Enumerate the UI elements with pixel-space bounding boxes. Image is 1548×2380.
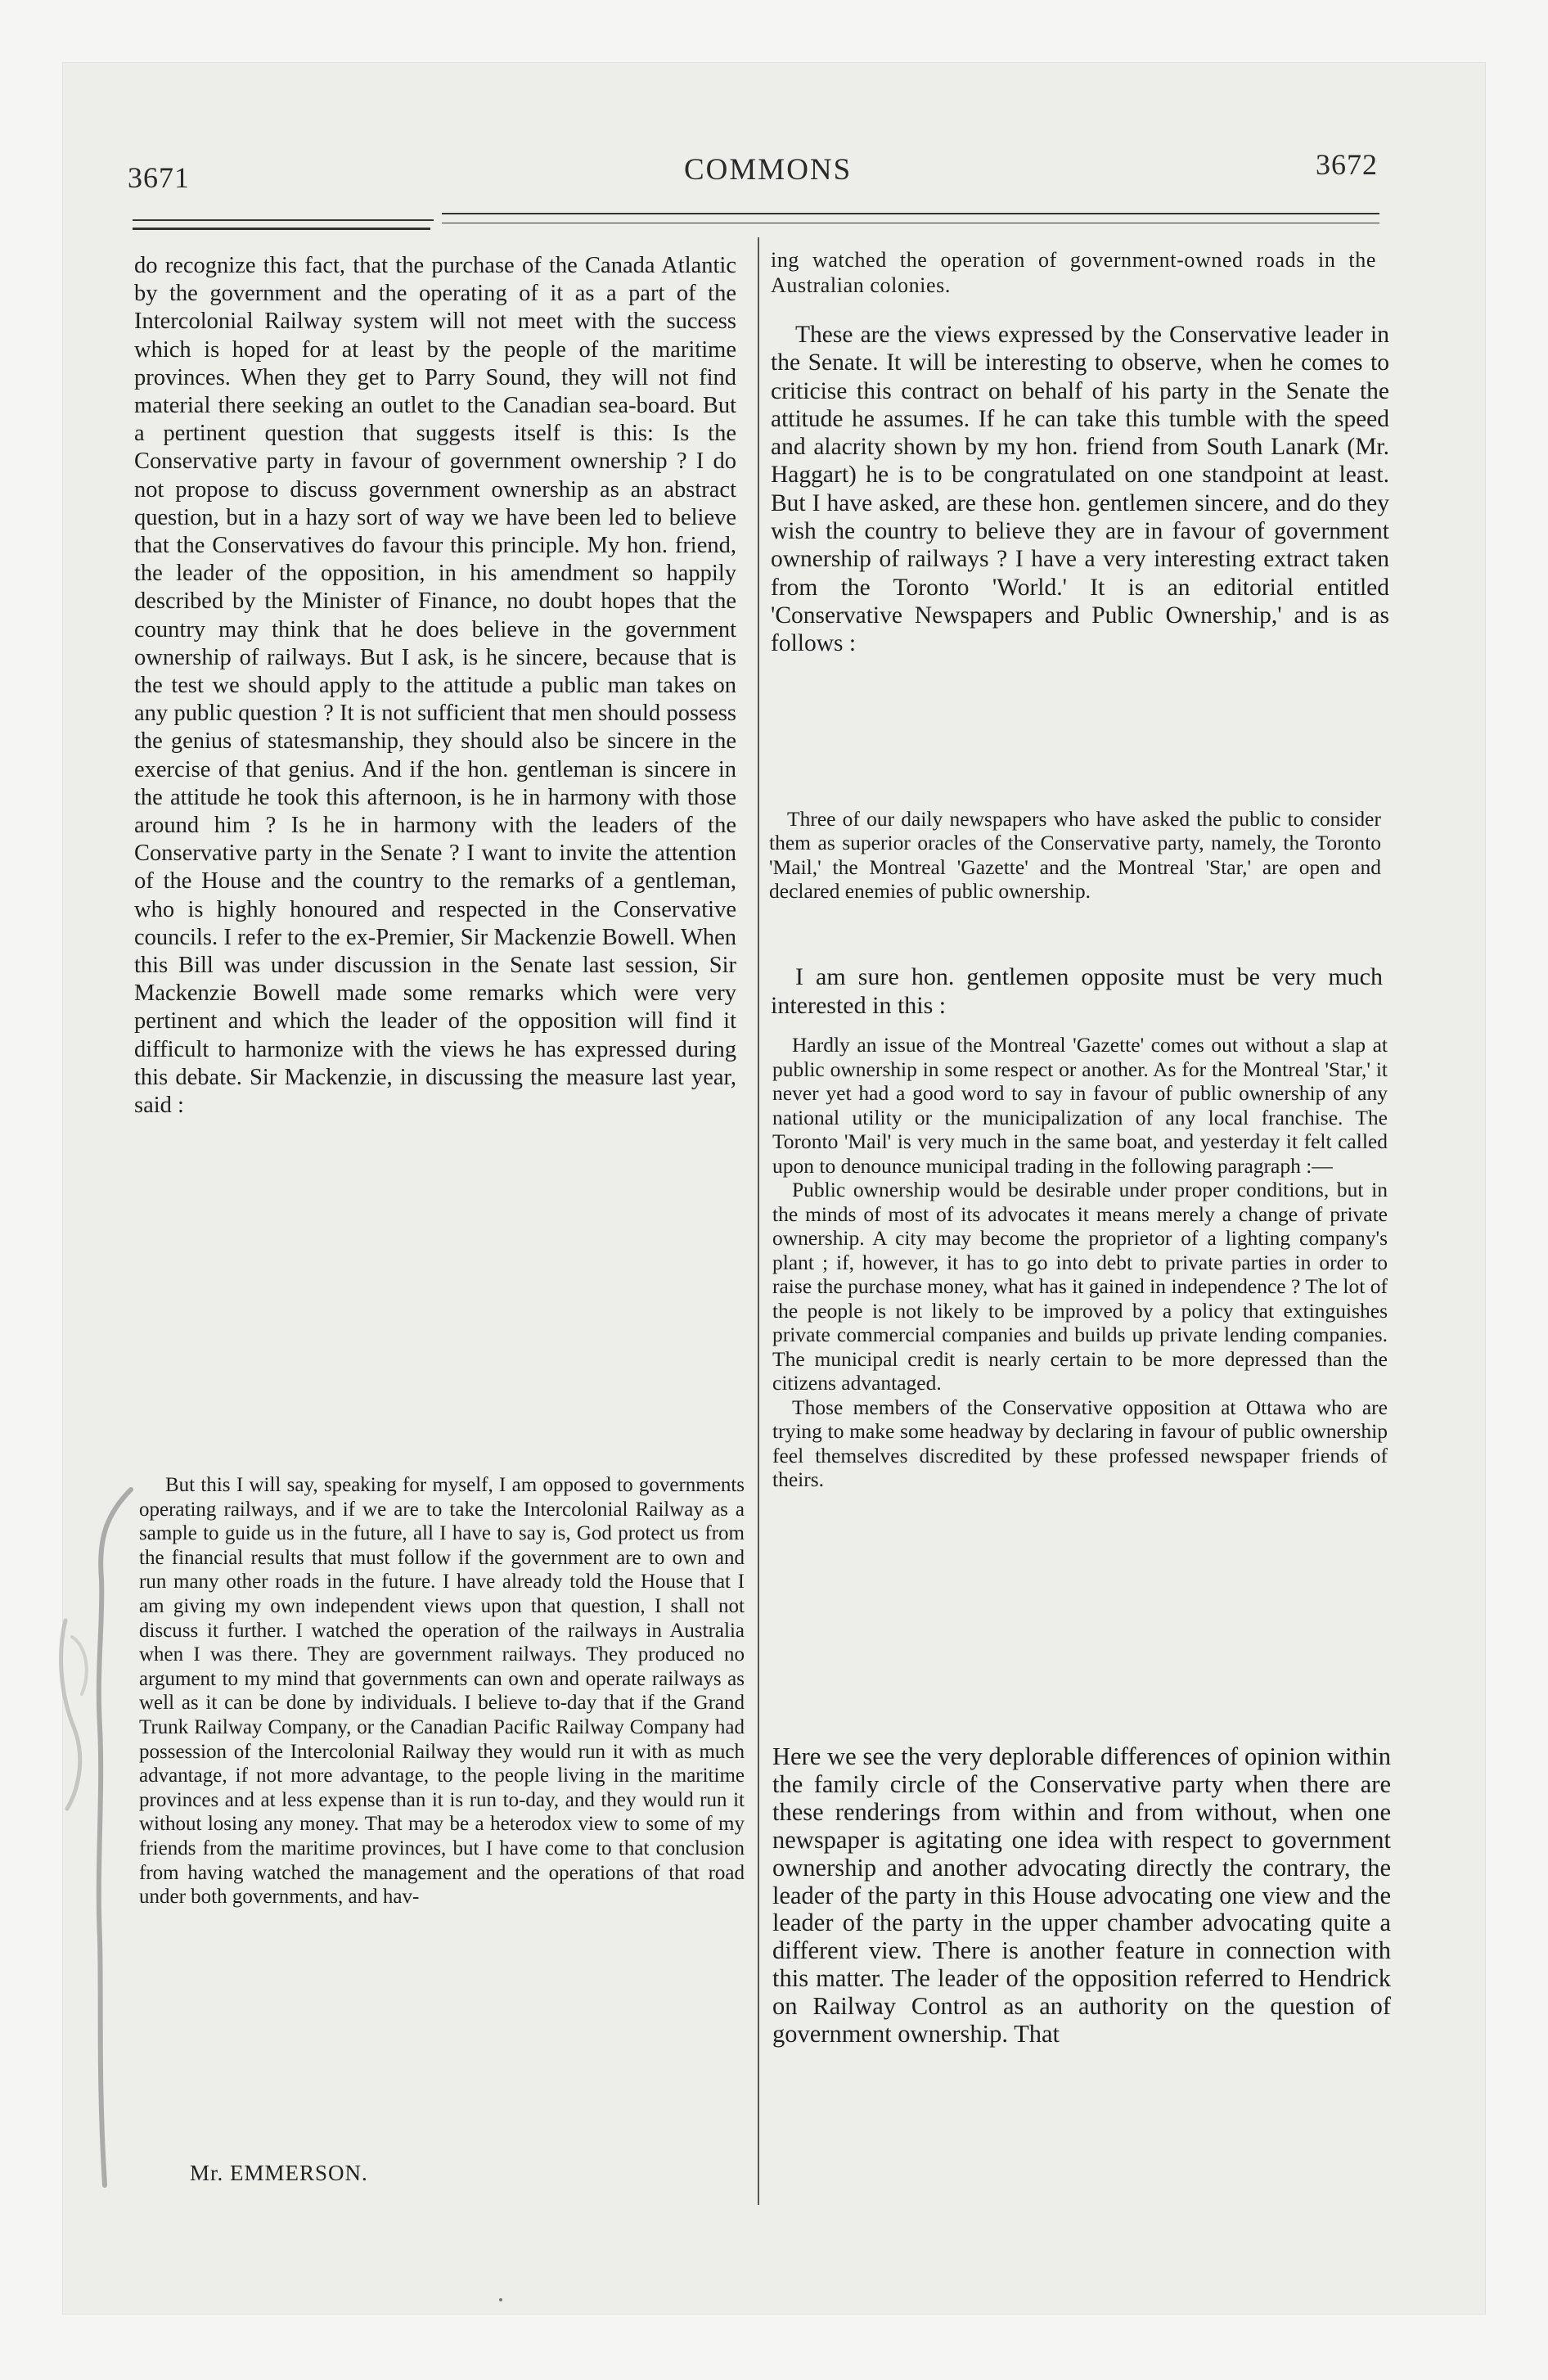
mail-editorial-quote-block [772, 1033, 1388, 1492]
right-quote-continuation-block [771, 247, 1376, 298]
mail-quote-part-a: Hardly an issue of the Montreal 'Gazette' comes out without a slap at public ownership in some respect or another. As for the Montreal 'Star,' it never yet had a good word to say in favour of public ownership of any national utility or the municipalization of any local franchise. The Toronto 'Mail' is very much in the same boat, and yesterday it felt called upon to denounce municipal trading in the following paragraph :— [772, 1033, 1388, 1178]
right-paragraph-1: These are the views expressed by the Conservative leader in the Senate. It will be interesting to observe, when he comes to criticise this contract on behalf of his party in the Senate the attitude he assumes. If he can take this tumble with the speed and alacrity shown by my hon. friend from South Lanark (Mr. Haggart) he is to be congratulated on one standpoint at least. But I have asked, are these hon. gentlemen sincere, and do they wish the country to believe they are in favour of government ownership of railways ? I have a very interesting extract taken from the Toronto 'World.' It is an editorial entitled 'Conservative Newspapers and Public Ownership,' and is as follows : [771, 322, 1389, 657]
running-head: COMMONS [684, 153, 853, 187]
scan-speck [499, 2298, 502, 2301]
page-number-right: 3672 [1316, 148, 1378, 181]
column-divider [758, 237, 759, 2205]
right-paragraph-1-block [771, 321, 1389, 658]
mail-quote-part-b: Public ownership would be desirable under proper conditions, but in the minds of most of its advocates it means merely a change of private ownership. A city may become the proprietor of a lighting company's plant ; if, however, it has to go into debt to private parties in order to raise the purchase money, what has it gained in independence ? The lot of the people is not likely to be improved by a policy that extinguishes private commercial companies and builds up private lending companies. The municipal credit is nearly certain to be more depressed than the citizens advantaged. [772, 1178, 1388, 1395]
mail-quote-part-c: Those members of the Conservative opposition at Ottawa who are trying to make some headway by declaring in favour of public ownership feel themselves discredited by these professed newspaper friends of theirs. [772, 1395, 1388, 1491]
left-column-body [134, 252, 736, 1120]
speaker-signature: Mr. EMMERSON. [190, 2161, 368, 2185]
right-paragraph-2: I am sure hon. gentlemen opposite must be very much interested in this : [771, 963, 1383, 1019]
header-rule-left-thick [133, 228, 430, 230]
bowell-quote: But this I will say, speaking for myself, I am opposed to governments operating railways, and if we are to take the Intercolonial Railway as a sample to guide us in the future, all I have to say is, God protect us from the financial results that must follow if the government are to own and run many other roads in the future. I have already told the House that I am giving my own independent views upon that question, I shall not discuss it further. I watched the operation of the railways in Australia when I was there. They are government railways. They produced no argument to my mind that governments can own and operate railways as well as it can be done by individuals. I believe to-day that if the Grand Trunk Railway Company, or the Canadian Pacific Railway Company had possession of the Intercolonial Railway they would run it with as much advantage, if not more advantage, to the people living in the maritime provinces and at less expense than it is run to-day, and they would run it without losing any money. That may be a heterodox view to some of my friends from the maritime provinces, but I have come to that conclusion from having watched the management and the operations of that road under both governments, and hav- [139, 1474, 745, 1909]
header-rule-right [442, 213, 1379, 214]
page-number-left: 3671 [128, 161, 190, 194]
left-body-paragraph: do recognize this fact, that the purchase of the Canada Atlantic by the government and the operating of it as a part of the Intercolonial Railway system will not meet with the success which is hoped for at least by the people of the maritime provinces. When they get to Parry Sound, they will not find material there seeking an outlet to the Canadian sea-board. But a pertinent question that suggests itself is this: Is the Conservative party in favour of government ownership ? I do not propose to discuss government ownership as an abstract question, but in a hazy sort of way we have been led to believe that the Conservatives do favour this principle. My hon. friend, the leader of the opposition, in his amendment so happily described by the Minister of Finance, no doubt hopes that the country may think that he does believe in the government ownership of railways. But I ask, is he sincere, because that is the test we should apply to the attitude a public man takes on any public question ? It is not sufficient that men should possess the genius of statesmanship, they should also be sincere in the exercise of that genius. And if the hon. gentleman is sincere in the attitude he took this afternoon, is he in harmony with those around him ? Is he in harmony with the leaders of the Conservative party in the Senate ? I want to invite the attention of the House and the country to the remarks of a gentleman, who is highly honoured and respected in the Conservative councils. I refer to the ex-Premier, Sir Mackenzie Bowell. When this Bill was under discussion in the Senate last session, Sir Mackenzie Bowell made some remarks which were very pertinent and which the leader of the opposition will find it difficult to harmonize with the views he has expressed during this debate. Sir Mackenzie, in discussing the measure last year, said : [134, 253, 736, 1119]
world-editorial-quote: Three of our daily newspapers who have asked the public to consider them as superior oracles of the Conservative party, namely, the Toronto 'Mail,' the Montreal 'Gazette' and the Montreal 'Star,' are open and declared enemies of public ownership. [769, 807, 1381, 903]
world-editorial-quote-block [769, 807, 1381, 903]
header-rule-left [133, 219, 434, 221]
right-paragraph-3-block [772, 1743, 1391, 2049]
right-paragraph-3: Here we see the very deplorable differences of opinion within the family circle of the Conservative party when there are these renderings from within and from without, when one newspaper is agitating one idea with respect to government ownership and another advocating directly the contrary, the leader of the party in this House advocating one view and the leader of the party in the upper chamber advocating quite a different view. There is another feature in connection with this matter. The leader of the opposition referred to Hendrick on Railway Control as an authority on the question of government ownership. That [772, 1742, 1391, 2049]
right-paragraph-2-block [771, 962, 1383, 1020]
left-column-quote [139, 1473, 745, 1909]
quote-continuation: ing watched the operation of government-owned roads in the Australian colonies. [771, 248, 1376, 297]
